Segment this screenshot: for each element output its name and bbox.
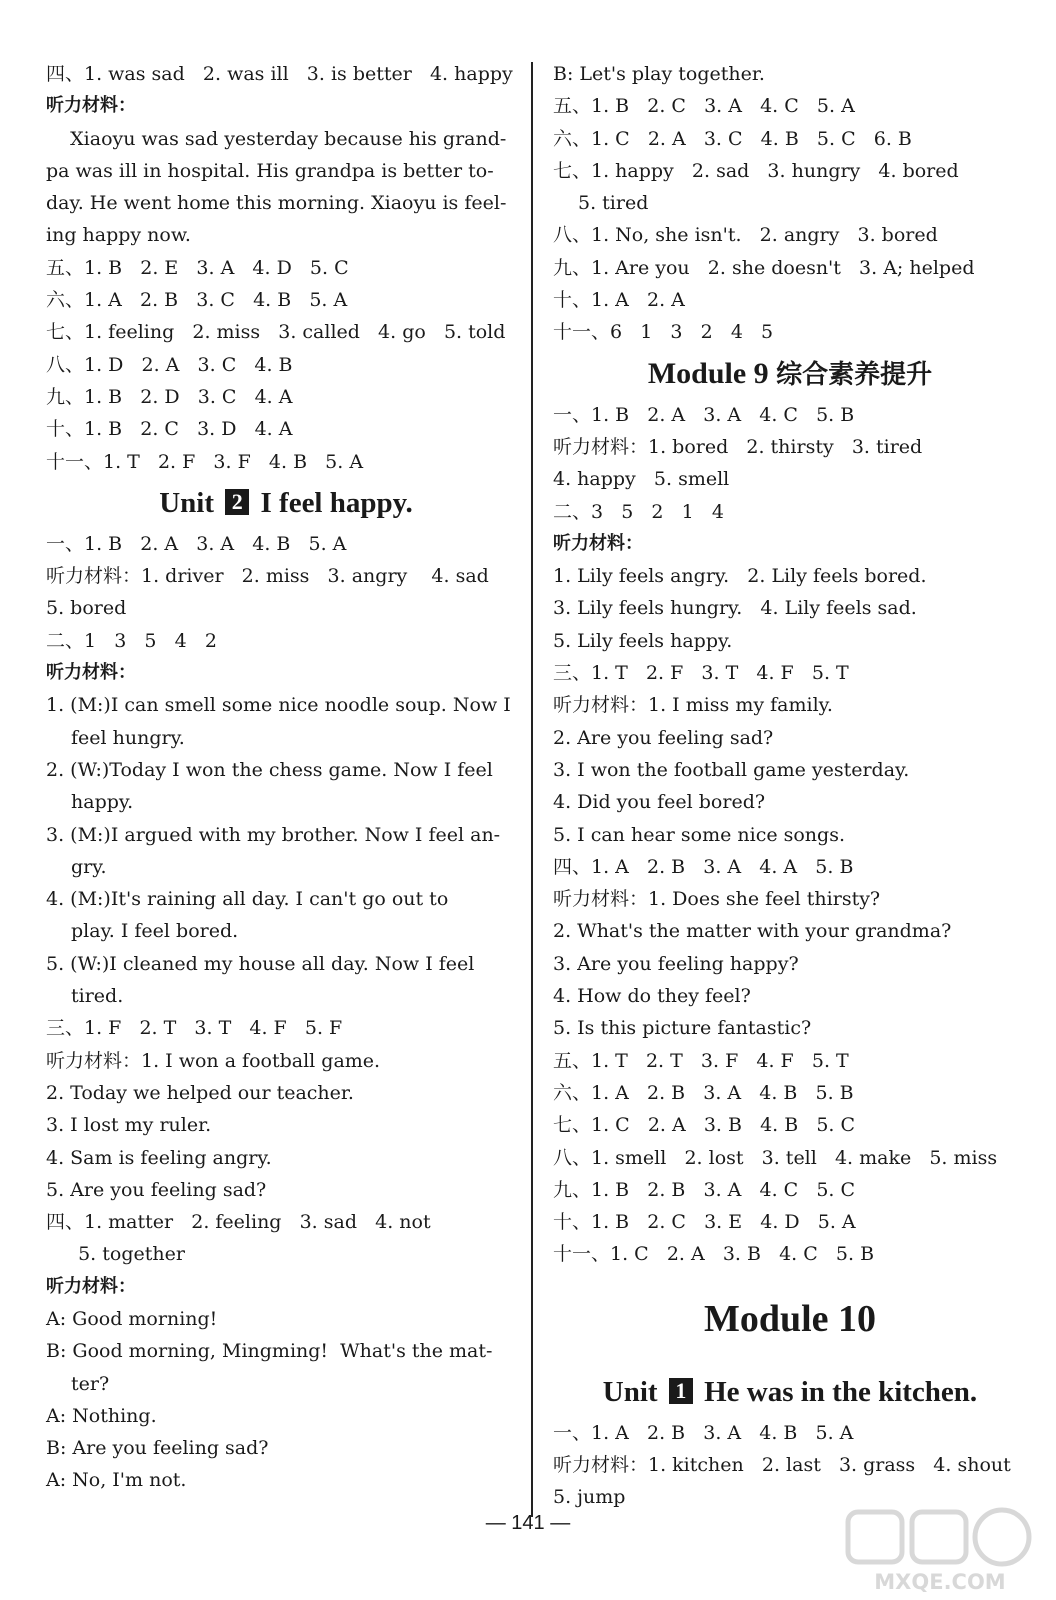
page-number: — 141 — [485,1512,571,1534]
answer-line: 2. Are you feeling sad? [553,726,774,749]
answer-line: 四、1. matter 2. feeling 3. sad 4. not [46,1211,431,1234]
answer-line: 5. Is this picture fantastic? [553,1017,812,1040]
answer-line: ing happy now. [46,224,191,247]
answer-line: 七、1. happy 2. sad 3. hungry 4. bored [553,159,959,182]
answer-line: 十一、1. C 2. A 3. B 4. C 5. B [553,1243,875,1266]
answer-line: 四、1. A 2. B 3. A 4. A 5. B [553,855,854,878]
answer-line: ter? [71,1372,110,1395]
answer-line: 八、1. D 2. A 3. C 4. B [46,353,293,376]
answer-line: 5. together [66,1243,185,1266]
answer-line: 听力材料：1. I miss my family. [553,694,833,717]
answer-line: B: Let's play together. [553,63,765,85]
answer-line: 4. How do they feel? [553,985,751,1008]
answer-line: 九、1. B 2. D 3. C 4. A [46,385,293,408]
unit-heading [46,478,526,528]
answer-line: 一、1. B 2. A 3. A 4. C 5. B [553,403,855,426]
answer-line: 3. I lost my ruler. [46,1114,212,1137]
answer-line: 七、1. C 2. A 3. B 4. B 5. C [553,1114,856,1137]
answer-line: 4. happy 5. smell [553,468,730,491]
answer-line: 一、1. B 2. A 3. A 4. B 5. A [46,532,347,555]
answer-line: 九、1. B 2. B 3. A 4. C 5. C [553,1178,856,1201]
answer-line: 五、1. T 2. T 3. F 4. F 5. T [553,1049,849,1072]
answer-line: A: Good morning! [46,1307,218,1330]
listening-material-label: 听力材料： [46,662,136,684]
answer-line: 七、1. feeling 2. miss 3. called 4. go 5. told [46,321,506,344]
answer-line: 5. I can hear some nice songs. [553,823,845,846]
answer-line: 九、1. Are you 2. she doesn't 3. A; helped [553,256,975,279]
answer-line: 二、1 3 5 4 2 [46,629,217,652]
answer-line: 三、1. T 2. F 3. T 4. F 5. T [553,662,849,685]
answer-line: 听力材料：1. Does she feel thirsty? [553,888,881,911]
answer-line: 3. (M:)I argued with my brother. Now I feel an- [46,823,501,846]
module-heading [553,349,1027,399]
answer-line: 六、1. A 2. B 3. A 4. B 5. B [553,1081,854,1104]
answer-line: 十一、1. T 2. F 3. F 4. B 5. A [46,450,364,473]
unit-number-badge: 1 [669,1378,693,1404]
answer-line: 2. Today we helped our teacher. [46,1081,354,1104]
left-column [46,58,526,1497]
unit-heading [553,1367,1027,1417]
answer-line: 十、1. A 2. A [553,289,685,312]
answer-line: 3. Are you feeling happy? [553,952,799,975]
answer-line: tired. [71,985,124,1008]
answer-line: play. I feel bored. [71,920,239,943]
answer-line: A: No, I'm not. [46,1469,187,1492]
answer-line: 八、1. No, she isn't. 2. angry 3. bored [553,224,938,247]
answer-line: 听力材料：1. driver 2. miss 3. angry 4. sad [46,565,489,588]
answer-line: 五、1. B 2. E 3. A 4. D 5. C [46,256,349,279]
answer-line: 一、1. A 2. B 3. A 4. B 5. A [553,1421,854,1444]
answer-line: happy. [71,791,134,814]
answer-line: Xiaoyu was sad yesterday because his grand- [46,127,507,150]
watermark-text: MXQE.COM [874,1570,1006,1594]
module-heading-prefix: Module 9 [647,356,777,390]
answer-line: 4. Did you feel bored? [553,791,766,814]
answer-line: A: Nothing. [46,1404,157,1427]
answer-line: 4. Sam is feeling angry. [46,1146,272,1169]
answer-line: 听力材料：1. I won a football game. [46,1049,381,1072]
answer-line: B: Are you feeling sad? [46,1437,269,1460]
answer-line: 4. (M:)It's raining all day. I can't go out to [46,888,449,911]
answer-line: gry. [71,855,107,878]
column-divider [531,62,533,1517]
answer-line: 5. (W:)I cleaned my house all day. Now I feel [46,952,475,975]
answer-line: 3. Lily feels hungry. 4. Lily feels sad. [553,597,917,620]
module-heading-title: 综合素养提升 [776,359,933,390]
answer-line: feel hungry. [71,726,185,749]
module-title: Module 10 [703,1297,877,1340]
answer-line: 5. Lily feels happy. [553,629,733,652]
answer-line: 听力材料：1. kitchen 2. last 3. grass 4. shout [553,1453,1011,1476]
answer-line: 八、1. smell 2. lost 3. tell 4. make 5. miss [553,1146,998,1169]
answer-line: pa was ill in hospital. His grandpa is better to- [46,159,494,182]
answer-line: 5. bored [46,597,127,620]
answer-line: 五、1. B 2. C 3. A 4. C 5. A [553,95,855,118]
answer-line: 2. What's the matter with your grandma? [553,920,952,943]
answer-line: 5. jump [553,1486,626,1509]
answer-line: 十一、6 1 3 2 4 5 [553,321,774,344]
unit-heading-prefix: Unit [602,1375,665,1408]
listening-material-label: 听力材料： [46,1275,136,1297]
answer-line: 十、1. B 2. C 3. D 4. A [46,418,293,441]
answer-line: 六、1. A 2. B 3. C 4. B 5. A [46,289,348,312]
answer-line: 5. tired [578,192,649,215]
answer-line: 1. (M:)I can smell some nice noodle soup. Now I [46,694,511,717]
answer-line: 3. I won the football game yesterday. [553,758,910,781]
unit-heading-prefix: Unit [159,486,222,519]
answer-line: 三、1. F 2. T 3. T 4. F 5. F [46,1017,343,1040]
listening-material-label: 听力材料： [46,95,136,117]
answer-line: B: Good morning, Mingming! What's the mat- [46,1340,493,1363]
right-column [553,58,1027,1514]
answer-line: 六、1. C 2. A 3. C 4. B 5. C 6. B [553,127,912,150]
answer-line: 二、3 5 2 1 4 [553,500,724,523]
unit-heading-title: He was in the kitchen. [696,1375,978,1408]
answer-line: 十、1. B 2. C 3. E 4. D 5. A [553,1211,856,1234]
listening-material-label: 听力材料： [553,532,643,554]
answer-line: 1. Lily feels angry. 2. Lily feels bored. [553,565,927,588]
answer-line: 5. Are you feeling sad? [46,1178,267,1201]
answer-line: 听力材料：1. bored 2. thirsty 3. tired [553,435,923,458]
answer-line: 四、1. was sad 2. was ill 3. is better 4. happy [46,63,513,85]
answer-line: 2. (W:)Today I won the chess game. Now I feel [46,758,493,781]
answer-line: day. He went home this morning. Xiaoyu is feel- [46,192,507,215]
unit-heading-title: I feel happy. [253,486,413,519]
unit-number-badge: 2 [225,489,249,515]
